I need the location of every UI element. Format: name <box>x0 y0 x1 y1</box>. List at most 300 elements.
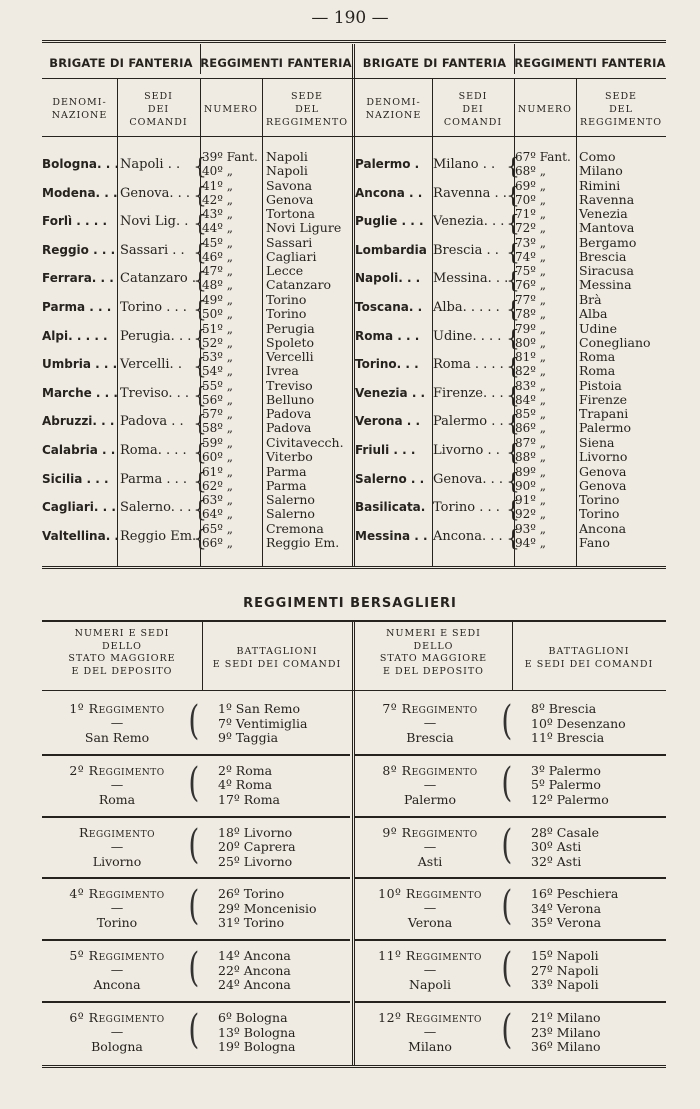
regiment-number: 47º „ <box>202 264 233 279</box>
regiment-number: 85º „ <box>515 407 546 422</box>
reggimento-label: 10º Reggimento <box>378 886 482 902</box>
regiment-sede: Torino <box>579 492 620 508</box>
reggimento-sede: Brescia <box>406 730 454 745</box>
regiment-number: 94º „ <box>515 535 546 550</box>
brace-icon: { <box>506 469 520 495</box>
comando-sede: Novi Lig. . <box>120 214 189 230</box>
reggimento-label: 12º Reggimento <box>378 1010 482 1025</box>
regiment-sede: Livorno <box>579 449 628 464</box>
brace-icon: { <box>193 326 207 352</box>
regiment-number: 90º „ <box>515 478 546 493</box>
regiment-sede: Spoleto <box>266 334 315 350</box>
brace-icon: { <box>193 441 207 466</box>
regiment-number: 53º „ <box>202 350 233 365</box>
comando-sede: Brescia . . <box>433 242 499 258</box>
brace-icon: { <box>506 298 520 323</box>
brace-icon: ( <box>501 945 513 992</box>
brace-icon: { <box>506 240 520 266</box>
battaglione: 23º Milano <box>531 1024 601 1040</box>
reggimento-label: 1º Reggimento <box>69 701 165 716</box>
battaglione: 35º Verona <box>531 915 602 931</box>
bers-row-rule <box>42 939 350 941</box>
brigata-name: Venezia . . <box>355 385 426 400</box>
regiment-sede: Bergamo <box>579 234 637 250</box>
battaglione: 31º Torino <box>218 915 285 931</box>
battaglione: 21º Milano <box>531 1010 601 1025</box>
battaglione: 11º Brescia <box>531 730 605 745</box>
battaglione: 7º Ventimiglia <box>218 715 308 731</box>
brace-icon: ( <box>188 821 200 868</box>
brace-icon: { <box>506 412 520 438</box>
reggimento-dash: — <box>423 900 437 916</box>
col-divider <box>432 78 433 566</box>
brace-icon: { <box>506 441 520 466</box>
regiment-number: 84º „ <box>515 392 546 407</box>
regiment-number: 72º „ <box>515 221 546 236</box>
regiment-sede: Brà <box>579 292 602 307</box>
reggimento-sede: Milano <box>408 1039 452 1054</box>
regiment-sede: Novi Ligure <box>266 220 342 236</box>
comando-sede: Parma . . . <box>120 471 187 487</box>
regiment-number: 42º „ <box>202 192 233 207</box>
bers-row-rule <box>355 877 666 879</box>
reggimento-label: 11º Reggimento <box>378 948 482 964</box>
regiment-number: 44º „ <box>202 221 233 236</box>
regiment-number: 65º „ <box>202 521 233 536</box>
regiment-number: 75º „ <box>515 264 546 279</box>
comando-sede: Livorno . . <box>433 443 500 458</box>
brace-icon: { <box>193 183 207 209</box>
regiment-number: 67º Fant. <box>515 150 571 164</box>
brigata-name: Puglie . . . <box>355 214 424 229</box>
regiment-number: 59º „ <box>202 436 233 450</box>
sub-header: SEDI DEI COMANDI <box>443 90 503 128</box>
bottom-rule <box>42 566 666 569</box>
bers-row-rule <box>42 754 350 756</box>
brace-icon: { <box>193 412 207 438</box>
brigata-name: Lombardia <box>355 242 427 257</box>
comando-sede: Ravenna . . <box>433 185 507 201</box>
regiment-number: 64º „ <box>202 507 233 522</box>
comando-sede: Roma . . . . <box>433 357 504 373</box>
regiment-number: 45º „ <box>202 235 233 250</box>
bers-row-rule <box>355 816 666 818</box>
reggimento-label: 4º Reggimento <box>69 886 165 902</box>
regiment-sede: Alba <box>579 306 608 321</box>
brace-icon: ( <box>188 1007 200 1053</box>
regiment-sede: Venezia <box>579 206 628 222</box>
reggimento-dash: — <box>423 838 437 854</box>
regiment-number: 71º „ <box>515 207 546 222</box>
reggimento-dash: — <box>423 776 437 792</box>
regiment-sede: Napoli <box>266 149 308 164</box>
regiment-number: 68º „ <box>515 164 546 178</box>
regiment-sede: Palermo <box>579 420 632 436</box>
regiment-sede: Siracusa <box>579 263 634 279</box>
brace-icon: { <box>193 155 207 180</box>
regiment-sede: Trapani <box>579 406 629 422</box>
brace-icon: { <box>506 383 520 409</box>
group-header: BRIGATE DI FANTERIA <box>49 56 193 70</box>
regiment-sede: Tortona <box>266 206 315 222</box>
brace-icon: ( <box>188 759 200 806</box>
regiment-number: 55º „ <box>202 378 233 393</box>
regiment-sede: Belluno <box>266 391 315 407</box>
regiment-sede: Fano <box>579 534 610 550</box>
regiment-sede: Conegliano <box>579 334 651 350</box>
brigata-name: Ancona . . <box>355 185 423 200</box>
regiment-number: 57º „ <box>202 407 233 422</box>
comando-sede: Palermo . . <box>433 414 504 430</box>
regiment-sede: Napoli <box>266 163 308 178</box>
comando-sede: Genova. . . <box>120 185 191 201</box>
regiment-number: 49º „ <box>202 293 233 307</box>
reggimento-dash: — <box>110 715 124 730</box>
bers-row-rule <box>355 1001 666 1003</box>
reggimento-sede: Ancona <box>93 977 141 993</box>
regiment-number: 61º „ <box>202 464 233 479</box>
brace-icon: { <box>193 269 207 295</box>
battaglione: 36º Milano <box>531 1039 601 1054</box>
regiment-number: 93º „ <box>515 521 546 536</box>
reggimento-sede: San Remo <box>84 730 150 745</box>
comando-sede: Firenze. . . <box>433 385 504 401</box>
brace-icon: ( <box>188 883 200 930</box>
col-divider <box>576 78 577 566</box>
comando-sede: Messina. . . <box>433 271 509 287</box>
reggimento-label: Reggimento <box>79 824 155 840</box>
regiment-sede: Catanzaro <box>266 277 332 293</box>
comando-sede: Napoli . . <box>120 157 181 172</box>
brigata-name: Verona . . <box>355 414 421 429</box>
regiment-number: 77º „ <box>515 293 546 307</box>
regiment-sede: Ivrea <box>266 363 299 379</box>
battaglione: 3º Palermo <box>531 762 601 778</box>
bers-header: NUMERI E SEDI DELLO STATO MAGGIORE E DEL DEPOSITO <box>379 628 488 677</box>
bers-row-rule <box>355 754 666 756</box>
brace-icon: { <box>193 212 207 238</box>
regiment-sede: Pistoia <box>579 377 622 393</box>
page-number: — 190 — <box>311 8 389 28</box>
brace-icon: { <box>193 383 207 409</box>
regiment-sede: Viterbo <box>266 449 313 464</box>
regiment-number: 63º „ <box>202 493 233 508</box>
regiment-number: 80º „ <box>515 335 546 350</box>
battaglione: 26º Torino <box>218 886 285 902</box>
brigata-name: Sicilia . . . <box>42 471 109 486</box>
reggimento-dash: — <box>110 838 124 854</box>
reggimento-sede: Napoli <box>409 977 451 993</box>
brigata-name: Palermo . <box>355 157 420 171</box>
comando-sede: Torino . . . <box>433 500 500 516</box>
regiment-number: 82º „ <box>515 364 546 379</box>
regiment-sede: Cremona <box>266 520 324 536</box>
brace-icon: { <box>506 498 520 524</box>
comando-sede: Treviso. . . <box>120 385 190 401</box>
comando-sede: Perugia. . . <box>120 328 192 344</box>
brace-icon: ( <box>501 759 513 806</box>
regiment-number: 43º „ <box>202 207 233 222</box>
brace-icon: { <box>506 355 520 381</box>
reggimento-sede: Torino <box>96 915 138 931</box>
battaglione: 4º Roma <box>218 777 273 793</box>
brace-icon: ( <box>501 821 513 868</box>
regiment-number: 51º „ <box>202 321 233 336</box>
regiment-sede: Siena <box>579 435 615 450</box>
battaglione: 10º Desenzano <box>531 715 626 731</box>
regiment-sede: Civitavecch. <box>266 435 344 450</box>
comando-sede: Torino . . . <box>120 300 187 315</box>
regiment-sede: Lecce <box>266 263 304 279</box>
regiment-sede: Milano <box>579 163 623 178</box>
regiment-sede: Torino <box>266 292 307 307</box>
battaglione: 19º Bologna <box>218 1039 296 1054</box>
regiment-sede: Rimini <box>579 177 621 193</box>
reggimento-dash: — <box>110 962 124 978</box>
group-header: BRIGATE DI FANTERIA <box>362 56 507 70</box>
brace-icon: { <box>506 526 520 552</box>
regiment-number: 83º „ <box>515 378 546 393</box>
comando-sede: Vercelli. . <box>120 357 182 373</box>
col-divider <box>262 78 263 566</box>
reggimento-label: 7º Reggimento <box>382 701 478 716</box>
reggimento-dash: — <box>423 962 437 978</box>
brace-icon: { <box>193 240 207 266</box>
brigata-name: Reggio . . . <box>42 242 116 257</box>
regiment-number: 91º „ <box>515 493 546 508</box>
bersaglieri-title: REGGIMENTI BERSAGLIERI <box>243 596 457 611</box>
reggimento-sede: Livorno <box>92 853 142 869</box>
comando-sede: Venezia. . . <box>433 214 505 230</box>
regiment-number: 66º „ <box>202 535 233 550</box>
brace-icon: ( <box>501 1007 513 1053</box>
battaglione: 13º Bologna <box>218 1024 296 1040</box>
brigata-name: Roma . . . <box>355 328 420 343</box>
brace-icon: { <box>193 298 207 323</box>
regiment-number: 78º „ <box>515 307 546 321</box>
regiment-number: 52º „ <box>202 335 233 350</box>
brace-icon: { <box>506 155 520 180</box>
brace-icon: { <box>193 498 207 524</box>
regiment-sede: Sassari <box>266 234 313 250</box>
reggimento-dash: — <box>110 1024 124 1039</box>
regiment-sede: Roma <box>579 363 616 379</box>
bers-row-rule <box>42 816 350 818</box>
battaglione: 8º Brescia <box>531 701 597 716</box>
battaglione: 14º Ancona <box>218 948 291 964</box>
reggimento-dash: — <box>423 1024 437 1039</box>
regiment-number: 40º „ <box>202 164 233 178</box>
comando-sede: Genova. . . <box>433 471 504 487</box>
brigata-name: Umbria . . . <box>42 357 118 372</box>
bers-header: BATTAGLIONI E SEDI DEI COMANDI <box>524 646 654 670</box>
battaglione: 28º Casale <box>531 824 600 840</box>
reggimento-dash: — <box>423 715 437 730</box>
comando-sede: Padova . . <box>120 414 184 430</box>
regiment-number: 70º „ <box>515 192 546 207</box>
col-divider <box>117 78 118 566</box>
brigata-name: Bologna. . . <box>42 157 120 171</box>
regiment-number: 54º „ <box>202 364 233 379</box>
regiment-number: 48º „ <box>202 278 233 293</box>
brace-icon: ( <box>501 698 513 744</box>
brigata-name: Ferrara. . . <box>42 271 114 286</box>
battaglione: 1º San Remo <box>218 701 301 716</box>
brace-icon: { <box>506 183 520 209</box>
regiment-number: 73º „ <box>515 235 546 250</box>
brace-icon: { <box>506 326 520 352</box>
reggimento-label: 9º Reggimento <box>382 824 478 840</box>
reggimento-sede: Verona <box>407 915 453 931</box>
sub-header: SEDE DEL REGGIMENTO <box>265 90 349 128</box>
comando-sede: Roma. . . . <box>120 443 187 458</box>
reggimento-sede: Asti <box>417 853 443 869</box>
comando-sede: Udine. . . . <box>433 328 502 344</box>
battaglione: 24º Ancona <box>218 977 291 993</box>
comando-sede: Alba. . . . . <box>433 300 500 315</box>
brace-icon: { <box>506 269 520 295</box>
regiment-sede: Torino <box>579 506 620 522</box>
regiment-sede: Perugia <box>266 320 315 336</box>
regiment-sede: Genova <box>266 191 314 207</box>
regiment-sede: Messina <box>579 277 632 293</box>
brigata-name: Salerno . . <box>355 471 425 486</box>
regiment-number: 56º „ <box>202 392 233 407</box>
regiment-sede: Reggio Em. <box>266 534 340 550</box>
reggimento-sede: Roma <box>98 791 136 807</box>
comando-sede: Milano . . <box>433 157 496 172</box>
bers-header: BATTAGLIONI E SEDI DEI COMANDI <box>212 646 342 670</box>
group-header: REGGIMENTI FANTERIA <box>200 56 352 70</box>
brigata-name: Alpi. . . . . <box>42 328 108 343</box>
regiment-number: 39º Fant. <box>202 150 258 164</box>
brigata-name: Toscana. . <box>355 300 423 314</box>
battaglione: 22º Ancona <box>218 962 291 978</box>
battaglione: 27º Napoli <box>531 962 599 978</box>
battaglione: 25º Livorno <box>218 853 293 869</box>
comando-sede: Sassari . . <box>120 242 185 258</box>
reggimento-sede: Palermo <box>403 791 457 807</box>
regiment-sede: Parma <box>266 477 307 493</box>
regiment-sede: Firenze <box>579 391 628 407</box>
bers-row-rule <box>355 939 666 941</box>
regiment-number: 60º „ <box>202 450 233 464</box>
regiment-number: 79º „ <box>515 321 546 336</box>
brace-icon: ( <box>188 698 200 744</box>
brace-icon: { <box>506 212 520 238</box>
sub-header: NUMERO <box>204 103 258 115</box>
brigata-name: Marche . . . <box>42 385 118 400</box>
regiment-number: 87º „ <box>515 436 546 450</box>
regiment-number: 58º „ <box>202 421 233 436</box>
sub-header: SEDI DEI COMANDI <box>129 90 188 128</box>
regiment-sede: Salerno <box>266 492 315 508</box>
battaglione: 6º Bologna <box>218 1010 288 1025</box>
battaglione: 16º Peschiera <box>531 886 619 902</box>
battaglione: 17º Roma <box>218 791 280 807</box>
reggimento-sede: Bologna <box>91 1039 143 1054</box>
battaglione: 18º Livorno <box>218 824 293 840</box>
reggimento-label: 8º Reggimento <box>382 762 478 778</box>
reggimento-label: 6º Reggimento <box>69 1010 165 1025</box>
regiment-sede: Ancona <box>579 520 627 536</box>
regiment-sede: Padova <box>266 420 312 436</box>
regiment-sede: Parma <box>266 463 307 479</box>
sub-header: SEDE DEL REGGIMENTO <box>579 90 663 128</box>
regiment-sede: Cagliari <box>266 248 317 264</box>
sub-header: DENOMI- NAZIONE <box>51 97 108 121</box>
sub-header: DENOMI- NAZIONE <box>365 97 422 121</box>
comando-sede: Ancona. . . <box>433 528 503 544</box>
battaglione: 30º Asti <box>531 839 582 855</box>
regiment-number: 92º „ <box>515 507 546 522</box>
brigata-name: Modena. . . <box>42 185 118 200</box>
brigata-name: Cagliari. . . <box>42 500 116 515</box>
reggimento-dash: — <box>110 776 124 792</box>
group-header: REGGIMENTI FANTERIA <box>514 56 666 70</box>
brigata-name: Messina . . <box>355 528 428 543</box>
regiment-sede: Treviso <box>266 377 313 393</box>
regiment-number: 89º „ <box>515 464 546 479</box>
brace-icon: ( <box>501 883 513 930</box>
regiment-sede: Genova <box>579 477 627 493</box>
regiment-sede: Salerno <box>266 506 315 522</box>
regiment-sede: Padova <box>266 406 312 422</box>
battaglione: 33º Napoli <box>531 977 599 993</box>
battaglione: 32º Asti <box>531 853 582 869</box>
regiment-sede: Udine <box>579 320 617 336</box>
regiment-sede: Vercelli <box>266 349 314 365</box>
battaglione: 29º Moncenisio <box>218 900 317 916</box>
regiment-number: 46º „ <box>202 249 233 264</box>
regiment-sede: Mantova <box>579 220 635 236</box>
bers-row-rule <box>42 1001 350 1003</box>
brigata-name: Parma . . . <box>42 300 112 314</box>
comando-sede: Reggio Em. <box>120 528 197 544</box>
regiment-number: 86º „ <box>515 421 546 436</box>
reggimento-label: 2º Reggimento <box>69 762 165 778</box>
brigata-name: Abruzzi. . . <box>42 414 115 429</box>
regiment-number: 69º „ <box>515 178 546 193</box>
comando-sede: Catanzaro . <box>120 271 196 287</box>
regiment-sede: Como <box>579 149 616 164</box>
regiment-sede: Brescia <box>579 248 627 264</box>
regiment-number: 74º „ <box>515 249 546 264</box>
regiment-sede: Savona <box>266 177 313 193</box>
bers-row-rule <box>42 877 350 879</box>
brace-icon: ( <box>188 945 200 992</box>
regiment-number: 50º „ <box>202 307 233 321</box>
regiment-number: 76º „ <box>515 278 546 293</box>
brace-icon: { <box>193 355 207 381</box>
brigata-name: Valtellina. . <box>42 528 119 543</box>
brigata-name: Torino. . . <box>355 357 419 372</box>
battaglione: 15º Napoli <box>531 948 599 964</box>
regiment-number: 41º „ <box>202 178 233 193</box>
battaglione: 9º Taggia <box>218 730 279 745</box>
battaglione: 2º Roma <box>218 762 273 778</box>
comando-sede: Salerno. . . <box>120 500 192 516</box>
regiment-sede: Ravenna <box>579 191 635 207</box>
regiment-sede: Roma <box>579 349 616 365</box>
brigata-name: Calabria . . <box>42 443 116 457</box>
bers-header: NUMERI E SEDI DELLO STATO MAGGIORE E DEL DEPOSITO <box>68 628 176 677</box>
brigata-name: Friuli . . . <box>355 443 416 457</box>
battaglione: 20º Caprera <box>218 839 296 855</box>
bers-bottom-rule <box>42 1065 666 1068</box>
top-rule <box>42 40 666 43</box>
sub-header: NUMERO <box>518 103 572 115</box>
